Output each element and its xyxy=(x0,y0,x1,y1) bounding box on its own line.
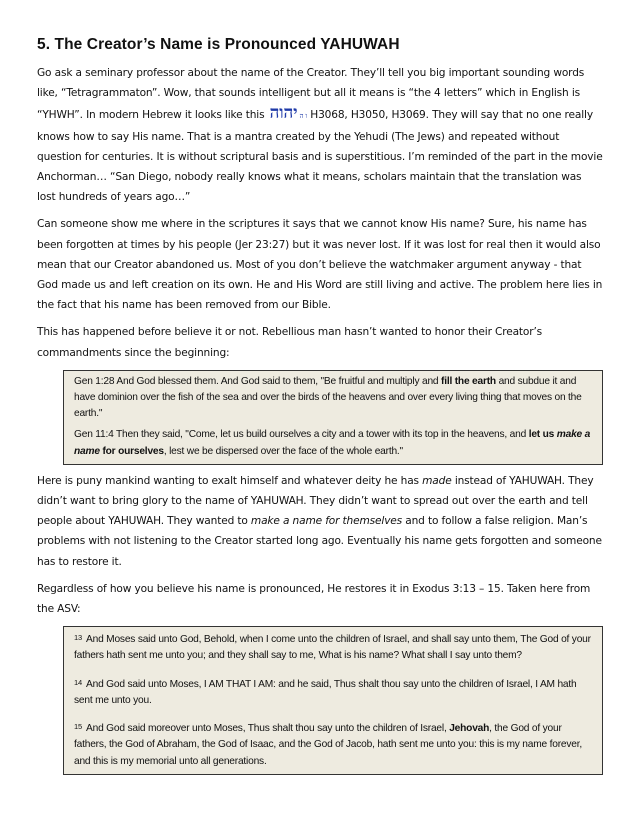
verse-bold-text: Jehovah xyxy=(449,723,490,735)
verse-gen-11-4 xyxy=(74,427,594,459)
document-page xyxy=(37,36,603,775)
paragraph-text: Here is puny mankind wanting to exalt himself and whatever deity he has xyxy=(37,474,423,487)
verse-text: And God said moreover unto Moses, Thus shalt thou say unto the children of Israel, xyxy=(83,723,450,735)
verse-number: 15 xyxy=(74,722,82,732)
verse-text: , lest we be dispersed over the face of the whole earth." xyxy=(163,445,403,457)
verse-bold-text: let us xyxy=(528,429,557,441)
verse-text: , the God of your fathers, the God of Abraham, the God of Isaac, and the God of Jacob, hath sent me unto you: this is my name forever, and this is my memorial unto all generations. xyxy=(74,723,582,767)
paragraph-text: instead of YAHUWAH. They didn’t want to bring glory to the name of YAHUWAH. They didn’t want to spread out over the earth and tell people about YAHUWAH. They wanted to xyxy=(37,474,594,528)
hebrew-name: יהוה xyxy=(269,103,298,124)
paragraph-text: and to follow a false religion. Man’s problems with not listening to the Creator started long ago. Eventually his name gets forgotten and someone has to restore it. xyxy=(37,515,602,568)
verse-gen-1-28 xyxy=(74,374,594,423)
verse-ex-3-13 xyxy=(74,630,594,664)
italic-text: made xyxy=(422,474,452,487)
exodus-quote-box xyxy=(63,626,603,774)
verse-text: And God said unto Moses, I AM THAT I AM: and he said, Thus shalt thou say unto the children of Israel, I AM hath sent me unto you. xyxy=(74,678,577,706)
paragraph-rebellious: This has happened before believe it or not. Rebellious man hasn’t wanted to honor their Creator’s commandments since the beginning: xyxy=(37,326,543,359)
verse-bold-text: fill the earth xyxy=(441,375,496,387)
paragraph-exodus-intro: Regardless of how you believe his name is pronounced, He restores it in Exodus 3:13 – 15. Taken here from the ASV: xyxy=(37,582,591,616)
verse-text: and subdue it and have dominion over the fish of the sea and over the birds of the heavens and over every living thing that moves on the earth." xyxy=(74,375,582,420)
paragraph-text: H3068, H3050, H3069. They will say that no one really knows how to say His name. That is a mantra created by the Yehudi (The Jews) and repeated without question for centuries. It is without scriptural basis and is superstitious. I’m reminded of the part in the movie Anchorman… “San Diego, nobody really knows what it means, scholars maintain that the translation was lost hundreds of years ago…” xyxy=(37,109,603,204)
paragraph-not-lost: Can someone show me where in the scriptures it says that we cannot know His name? Sure, his name has been forgotten at times by his people (Jer 23:27) but it was never lost. If it was lost for real then it would also mean that our Creator abandoned us. Most of you don’t believe the watchmaker argument anyway - that God made us and left creation on its own. He and His Word are still living and active. The problem here lies in the fact that his name has been removed from our Bible. xyxy=(37,218,603,312)
verse-text: And Moses said unto God, Behold, when I come unto the children of Israel, and shall say unto them, The God of your fathers hath sent me unto you; and they shall say to me, What is his name? What shall I say unto them? xyxy=(74,634,591,662)
genesis-quote-box xyxy=(63,370,603,465)
verse-bold-text: for ourselves xyxy=(99,445,164,457)
paragraph-puny-mankind xyxy=(37,471,603,572)
verse-ex-3-15 xyxy=(74,719,594,770)
section-heading: 5. The Creator’s Name is Pronounced YAHUWAH xyxy=(37,36,400,53)
paragraph-text: Go ask a seminary professor about the name of the Creator. They’ll tell you big important sounding words like, “Tetragrammaton”. Wow, that sounds intelligent but all it means is “the 4 letters” which in English is “YHWH”. In modern Hebrew it looks like this xyxy=(37,67,585,122)
verse-bold-italic-text: make a name xyxy=(74,429,591,457)
verse-number: 13 xyxy=(74,633,82,643)
hebrew-small-letters: ו ה xyxy=(299,112,308,121)
verse-text: Gen 11:4 Then they said, "Come, let us build ourselves a city and a tower with its top in the heavens, and xyxy=(74,429,529,441)
italic-text: make a name for themselves xyxy=(250,515,403,528)
verse-number: 14 xyxy=(74,677,82,687)
verse-ex-3-14 xyxy=(74,675,594,709)
paragraph-tetragrammaton xyxy=(37,63,603,207)
verse-text: Gen 1:28 And God blessed them. And God said to them, "Be fruitful and multiply and xyxy=(74,375,442,387)
